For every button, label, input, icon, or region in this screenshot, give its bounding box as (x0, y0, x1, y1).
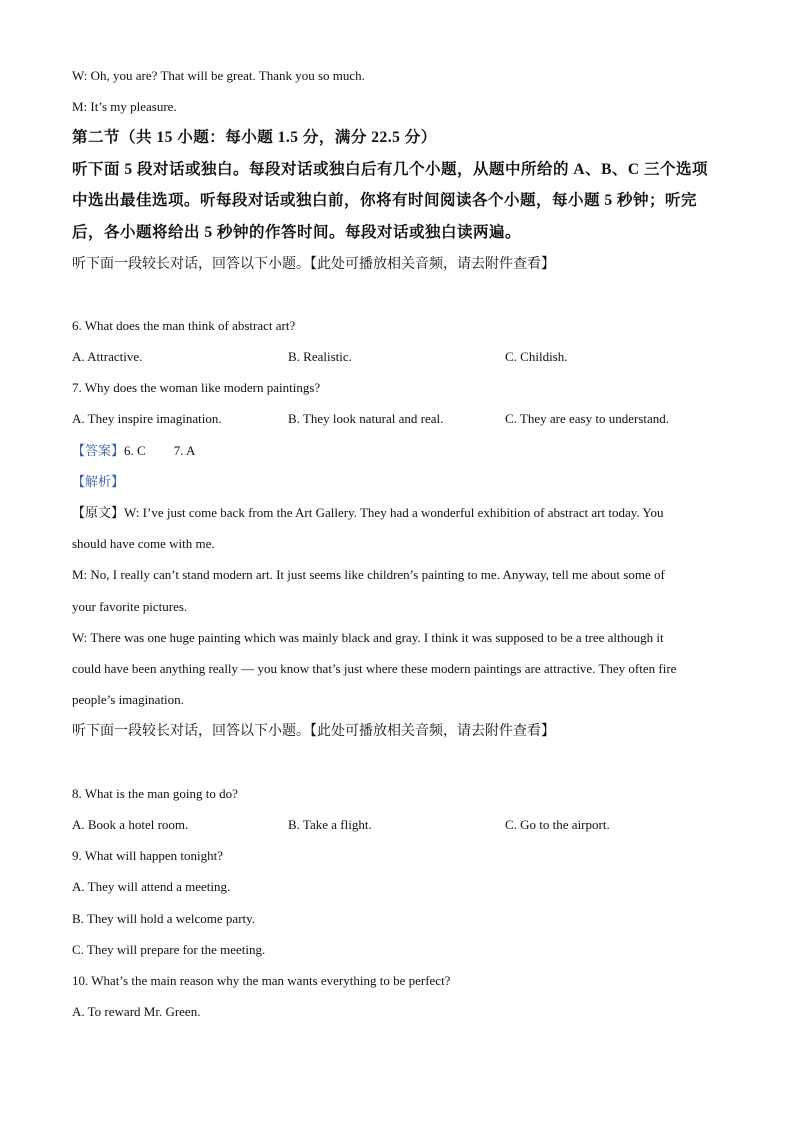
question-6-option-c: C. Childish. (505, 349, 568, 364)
question-7-option-b: B. They look natural and real. (288, 411, 444, 426)
answer-line (72, 441, 195, 461)
transcript-line-1 (72, 503, 663, 523)
instructions-line-2: 中选出最佳选项。听每段对话或独白前，你将有时间阅读各个小题，每小题 5 秒钟；听完 (72, 192, 698, 209)
question-7-stem: 7. Why does the woman like modern paintings? (72, 380, 321, 395)
answer-6: 6. C (124, 443, 146, 458)
question-9-stem: 9. What will happen tonight? (72, 848, 224, 863)
dialogue-line-m: M: It’s my pleasure. (72, 99, 177, 114)
question-10-stem: 10. What’s the main reason why the man wants everything to be perfect? (72, 973, 451, 988)
question-8-option-b: B. Take a flight. (288, 817, 372, 832)
transcript-line-6: could have been anything really — you know that’s just where these modern paintings are attractive. They often fire (72, 661, 677, 676)
question-9-option-a: A. They will attend a meeting. (72, 879, 231, 894)
question-8-stem: 8. What is the man going to do? (72, 786, 238, 801)
audio-note-1: 听下面一段较长对话，回答以下小题。【此处可播放相关音频，请去附件查看】 (72, 257, 555, 272)
answer-7: 7. A (173, 443, 196, 458)
answer-tag: 【答案】 (72, 443, 125, 458)
question-8-option-c: C. Go to the airport. (505, 817, 610, 832)
transcript-line-7: people’s imagination. (72, 692, 184, 707)
dialogue-line-w: W: Oh, you are? That will be great. Thank you so much. (72, 68, 365, 83)
question-6-stem: 6. What does the man think of abstract art? (72, 318, 296, 333)
question-6-option-a: A. Attractive. (72, 349, 143, 364)
question-9-option-b: B. They will hold a welcome party. (72, 911, 256, 926)
question-10-option-a: A. To reward Mr. Green. (72, 1004, 201, 1019)
transcript-line-4: your favorite pictures. (72, 599, 188, 614)
section-heading: 第二节（共 15 小题：每小题 1.5 分，满分 22.5 分） (72, 129, 437, 146)
audio-note-2: 听下面一段较长对话，回答以下小题。【此处可播放相关音频，请去附件查看】 (72, 724, 555, 739)
question-6-option-b: B. Realistic. (288, 349, 352, 364)
transcript-line-3: M: No, I really can’t stand modern art. It just seems like children’s painting to me. Anyway, tell me about some of (72, 567, 665, 582)
question-8-option-a: A. Book a hotel room. (72, 817, 189, 832)
transcript-text-1: W: I’ve just come back from the Art Gallery. They had a wonderful exhibition of abstract art today. You (124, 505, 664, 520)
instructions-line-1: 听下面 5 段对话或独白。每段对话或独白后有几个小题，从题中所给的 A、B、C 三个选项 (72, 161, 708, 178)
question-7-option-c: C. They are easy to understand. (505, 411, 670, 426)
transcript-tag: 【原文】 (72, 505, 125, 520)
analysis-tag: 【解析】 (72, 474, 125, 489)
transcript-line-2: should have come with me. (72, 536, 215, 551)
transcript-line-5: W: There was one huge painting which was mainly black and gray. I think it was supposed to be a tree although it (72, 630, 664, 645)
question-9-option-c: C. They will prepare for the meeting. (72, 942, 266, 957)
instructions-line-3: 后，各小题将给出 5 秒钟的作答时间。每段对话或独白读两遍。 (72, 224, 522, 241)
question-7-option-a: A. They inspire imagination. (72, 411, 222, 426)
